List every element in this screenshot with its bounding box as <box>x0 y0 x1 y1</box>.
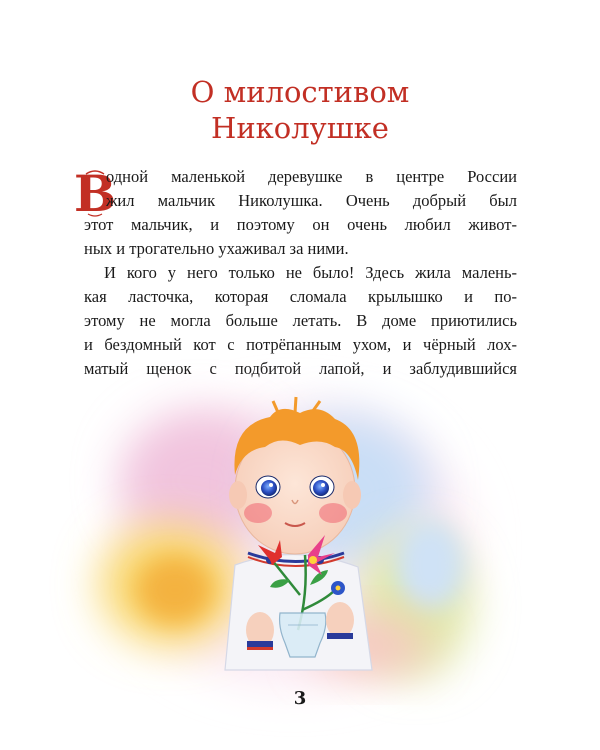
drop-cap-letter: В <box>73 164 117 223</box>
paragraph-1 <box>84 165 517 261</box>
text-line: кая ласточка, которая сломала крылышко и по- <box>84 287 517 306</box>
text-line: ных и трогательно ухаживал за ними. <box>84 239 349 258</box>
text-line: этому не могла больше летать. В доме приютились <box>84 311 517 330</box>
illustration-boy-with-flowers <box>130 395 460 670</box>
paragraph-2 <box>84 261 517 381</box>
text-line: матый щенок с подбитой лапой, и заблудившийся <box>84 359 517 378</box>
text-line: одной маленькой деревушке в центре России <box>106 167 517 186</box>
story-text <box>84 165 517 381</box>
blue-flower <box>331 581 345 595</box>
chapter-title-line-1: О милостивом <box>190 75 410 109</box>
page-number: 3 <box>293 688 307 709</box>
text-line: жил мальчик Николушка. Очень добрый был <box>106 191 517 210</box>
chapter-title-line-2: Николушке <box>211 111 389 145</box>
text-line: и бездомный кот с потрёпанным ухом, и чёрный лох- <box>84 335 517 354</box>
text-line: этот мальчик, и поэтому он очень любил живот- <box>84 215 517 234</box>
text-line: И кого у него только не было! Здесь жила малень- <box>104 263 517 282</box>
chapter-title <box>60 74 540 146</box>
